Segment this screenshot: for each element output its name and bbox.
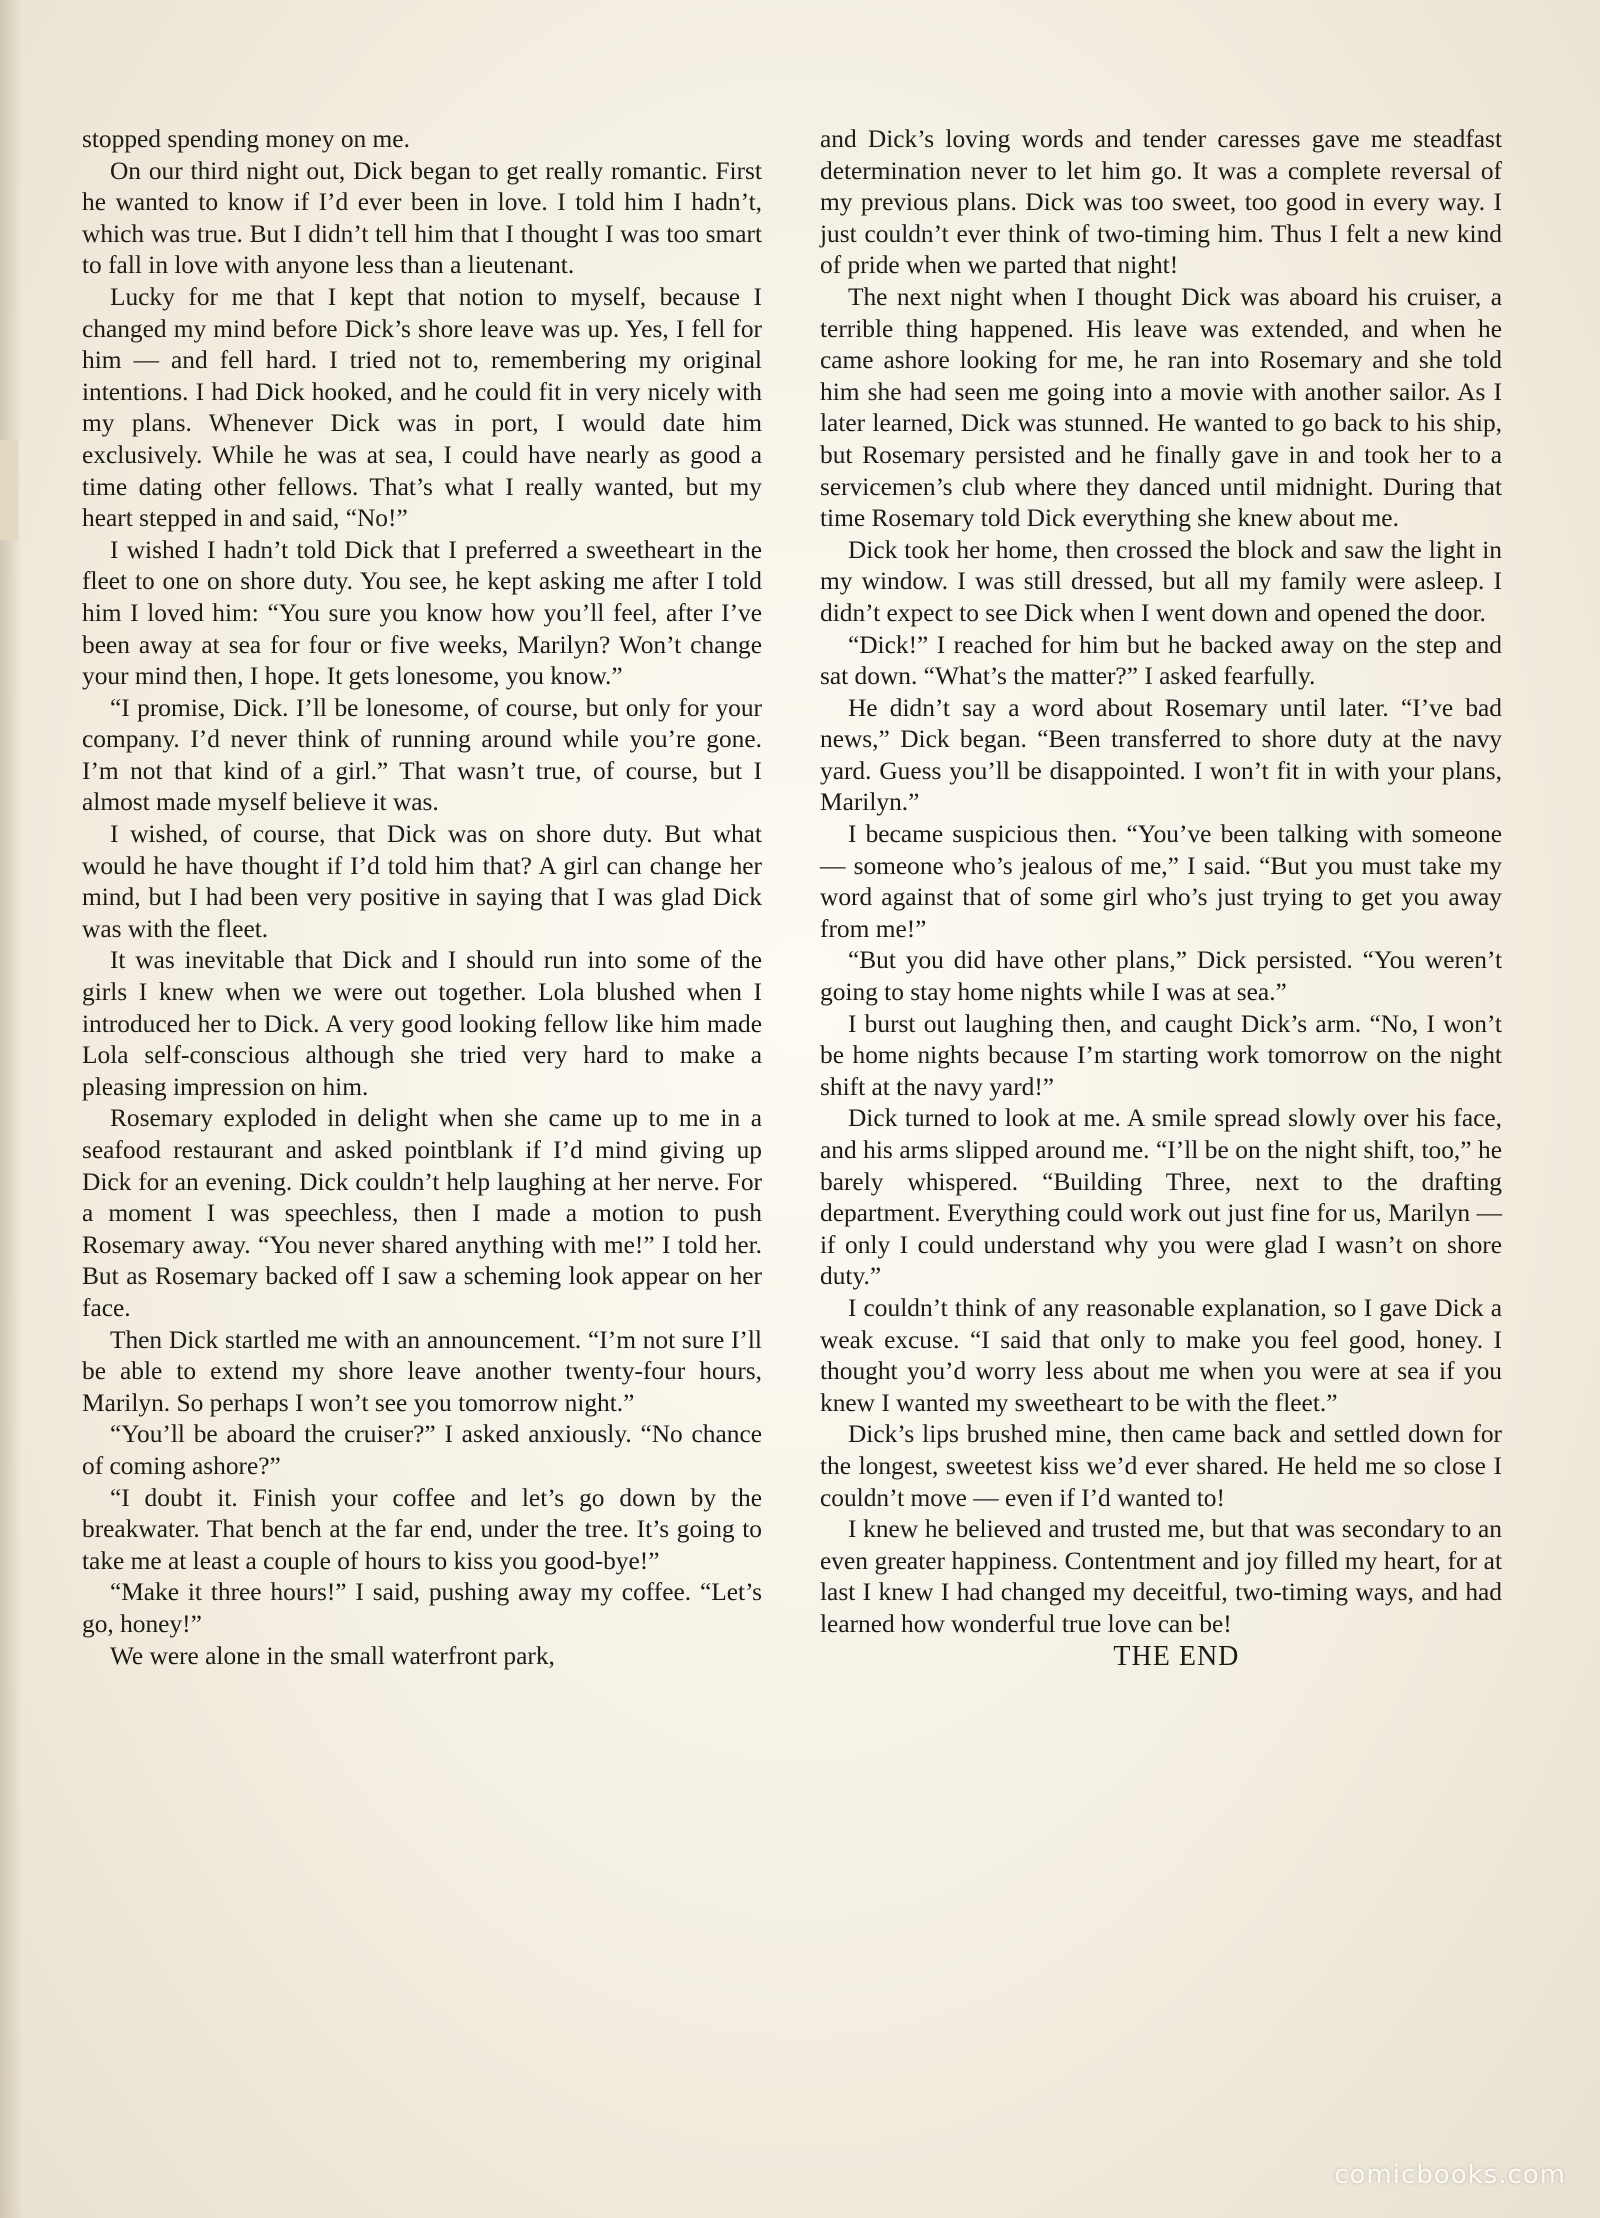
left-text-column — [82, 124, 762, 1672]
paragraph: I became suspicious then. “You’ve been talking with someone — someone who’s jealous of me,” I said. “But you must take my word against that of some girl who’s just trying to get you away from me!” — [820, 820, 1502, 943]
tape-mark — [0, 440, 18, 540]
paragraph: Lucky for me that I kept that notion to myself, because I changed my mind before Dick’s shore leave was up. Yes, I fell for him — and fell hard. I tried not to, remembering my original intentions. I had Dick hooked, and he could fit in very nicely with my plans. Whenever Dick was in port, I would date him exclusively. While he was at sea, I could have nearly as good a time dating other fellows. That’s what I really wanted, but my heart stepped in and said, “No!” — [82, 282, 762, 533]
paragraph: He didn’t say a word about Rosemary until later. “I’ve bad news,” Dick began. “Been transferred to shore duty at the navy yard. Guess you’ll be disappointed. I won’t fit in with your plans, Marilyn.” — [820, 693, 1502, 817]
paragraph: I wished I hadn’t told Dick that I preferred a sweetheart in the fleet to one on shore duty. You see, he kept asking me after I told him I loved him: “You sure you know how you’ll feel, after I’ve been away at sea for four or five weeks, Marilyn? Won’t change your mind then, I hope. It gets lonesome, you know.” — [82, 535, 762, 691]
paragraph: stopped spending money on me. — [82, 125, 410, 153]
paragraph: I wished, of course, that Dick was on shore duty. But what would he have thought if I’d told him that? A girl can change her mind, but I had been very positive in saying that I was glad Dick was with the fleet. — [82, 820, 762, 943]
paragraph: The next night when I thought Dick was aboard his cruiser, a terrible thing happened. His leave was extended, and when he came ashore looking for me, he ran into Rosemary and she told him she had seen me going into a movie with another sailor. As I later learned, Dick was stunned. He wanted to go back to his ship, but Rosemary persisted and he finally gave in and took her to a servicemen’s club where they danced until midnight. During that time Rosemary told Dick everything she knew about me. — [820, 282, 1502, 533]
paragraph: “But you did have other plans,” Dick persisted. “You weren’t going to stay home nights while I was at sea.” — [820, 946, 1502, 1007]
paragraph: and Dick’s loving words and tender caresses gave me steadfast determination never to let him go. It was a complete reversal of my previous plans. Dick was too sweet, too good in every way. I just couldn’t ever think of two-timing him. Thus I felt a new kind of pride when we parted that night! — [820, 125, 1502, 280]
page-left-edge — [0, 0, 22, 2218]
paragraph: On our third night out, Dick began to get really romantic. First he wanted to know if I’d ever been in love. I told him I hadn’t, which was true. But I didn’t tell him that I thought I was too smart to fall in love with anyone less than a lieutenant. — [82, 156, 762, 280]
paragraph: It was inevitable that Dick and I should run into some of the girls I knew when we were out together. Lola blushed when I introduced her to Dick. A very good looking fellow like him made Lola self-conscious although she tried very hard to make a pleasing impression on him. — [82, 946, 762, 1101]
paragraph: I knew he believed and trusted me, but that was secondary to an even greater happiness. Contentment and joy filled my heart, for at last I knew I had changed my deceitful, two-timing ways, and had learned how wonderful true love can be! — [820, 1515, 1502, 1638]
the-end-label: THE END — [1113, 1640, 1240, 1672]
paragraph: “I promise, Dick. I’ll be lonesome, of course, but only for your company. I’d never think of running around while you’re gone. I’m not that kind of a girl.” That wasn’t true, of course, but I almost made myself believe it was. — [82, 693, 762, 817]
paragraph: I burst out laughing then, and caught Dick’s arm. “No, I won’t be home nights because I’m starting work tomorrow on the night shift at the navy yard!” — [820, 1009, 1502, 1101]
paragraph: Dick took her home, then crossed the block and saw the light in my window. I was still dressed, but all my family were asleep. I didn’t expect to see Dick when I went down and opened the door. — [820, 535, 1502, 627]
watermark: comicbooks.com — [1334, 2160, 1566, 2190]
paragraph: We were alone in the small waterfront park, — [109, 1641, 555, 1670]
paragraph: “Make it three hours!” I said, pushing away my coffee. “Let’s go, honey!” — [82, 1578, 762, 1638]
paragraph: Dick’s lips brushed mine, then came back and settled down for the longest, sweetest kiss we’d ever shared. He held me so close I couldn’t move — even if I’d wanted to! — [820, 1420, 1502, 1512]
paragraph: “You’ll be aboard the cruiser?” I asked anxiously. “No chance of coming ashore?” — [82, 1420, 762, 1480]
paragraph: Then Dick startled me with an announcement. “I’m not sure I’ll be able to extend my shore leave another twenty-four hours, Marilyn. So perhaps I won’t see you tomorrow night.” — [82, 1325, 762, 1417]
paragraph: I couldn’t think of any reasonable explanation, so I gave Dick a weak excuse. “I said that only to make you feel good, honey. I thought you’d worry less about me when you were at sea if you knew I wanted my sweetheart to be with the fleet.” — [820, 1293, 1502, 1417]
paragraph: “I doubt it. Finish your coffee and let’s go down by the breakwater. That bench at the far end, under the tree. It’s going to take me at least a couple of hours to kiss you good-bye!” — [82, 1483, 762, 1575]
right-text-column — [820, 124, 1502, 1672]
paragraph: Dick turned to look at me. A smile spread slowly over his face, and his arms slipped around me. “I’ll be on the night shift, too,” he barely whispered. “Building Three, next to the drafting department. Everything could work out just fine for us, Marilyn — if only I could understand why you were glad I wasn’t on shore duty.” — [820, 1104, 1502, 1291]
paragraph: “Dick!” I reached for him but he backed away on the step and sat down. “What’s the matter?” I asked fearfully. — [820, 630, 1502, 691]
paragraph: Rosemary exploded in delight when she came up to me in a seafood restaurant and asked pointblank if I’d mind giving up Dick for an evening. Dick couldn’t help laughing at her nerve. For a moment I was speechless, then I made a motion to push Rosemary away. “You never shared anything with me!” I told her. But as Rosemary backed off I saw a scheming look appear on her face. — [82, 1104, 762, 1322]
